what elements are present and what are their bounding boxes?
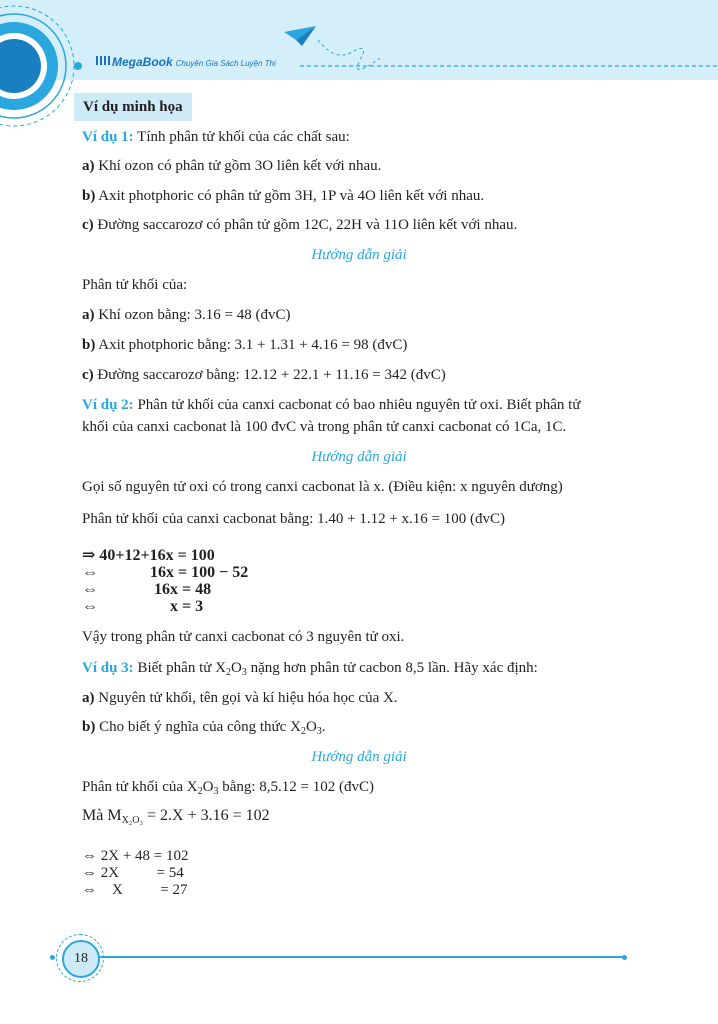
example-2-label: Ví dụ 2: <box>82 397 134 413</box>
equation-line: ⇔ X = 27 <box>82 882 188 898</box>
page-number: 18 <box>62 940 100 978</box>
equation-line: ⇔ 2X = 54 <box>82 865 184 881</box>
example-1-solution-c: c) Đường saccarozơ bằng: 12.12 + 22.1 + 11.16 = 342 (đvC) <box>82 367 446 383</box>
example-1-statement: Ví dụ 1: Tính phân tử khối của các chất sau: <box>82 129 350 145</box>
example-2-solution-2: Phân tử khối của canxi cacbonat bằng: 1.40 + 1.12 + x.16 = 100 (đvC) <box>82 511 506 527</box>
footer-dot-left <box>50 955 55 960</box>
example-1-solution-b: b) Axit photphoric bằng: 3.1 + 1.31 + 4.16 = 98 (đvC) <box>82 337 408 353</box>
example-3-solution-1: Phân tử khối của $X_2O_3$ bằng: 8,5.12 = 102 (đvC) <box>82 779 374 797</box>
example-3-item-a: a) Nguyên tử khối, tên gọi và kí hiệu hóa học của X. <box>82 690 398 706</box>
example-1-solution-intro: Phân tử khối của: <box>82 277 188 293</box>
footer-dot-right <box>622 955 627 960</box>
example-2-conclusion: Vậy trong phân tử canxi cacbonat có 3 nguyên tử oxi. <box>82 629 405 645</box>
example-2-statement-line-2: khối của canxi cacbonat là 100 đvC và trong phân tử canxi cacbonat có 1Ca, 1C. <box>82 419 567 435</box>
example-3-guide-heading: Hướng dẫn giải <box>311 749 407 765</box>
example-2-guide-heading: Hướng dẫn giải <box>311 449 407 465</box>
brand-slogan: Chuyên Gia Sách Luyện Thi <box>175 59 276 68</box>
example-3-label: Ví dụ 3: <box>82 660 134 676</box>
section-title: Ví dụ minh họa <box>74 93 192 121</box>
example-1-label: Ví dụ 1: <box>82 129 134 145</box>
brand-name: MegaBook <box>112 55 173 69</box>
equation-line: ⇔ x = 3 <box>82 598 204 615</box>
equation-line: ⇒ 40+12+16x = 100 <box>82 547 215 564</box>
example-3-statement: Ví dụ 3: Biết phân tử $X_2O_3$ nặng hơn phân tử cacbon 8,5 lần. Hãy xác định: <box>82 660 538 678</box>
equation-line: ⇔ 2X + 48 = 102 <box>82 848 189 864</box>
example-1-item-a: a) Khí ozon có phân tử gồm 3O liên kết với nhau. <box>82 158 382 174</box>
example-1-solution-a: a) Khí ozon bằng: 3.16 = 48 (đvC) <box>82 307 291 323</box>
example-1-guide-heading: Hướng dẫn giải <box>311 247 407 263</box>
equation-line: ⇔ 16x = 100 − 52 <box>82 564 249 581</box>
example-3-solution-2: Mà $M_{X_2O_3} = 2.X + 3.16 = 102$ <box>82 807 270 826</box>
example-2-statement-line-1: Ví dụ 2: Phân tử khối của canxi cacbonat có bao nhiêu nguyên tử oxi. Biết phân tử <box>82 397 581 413</box>
paper-plane-icon <box>282 24 318 48</box>
example-1-item-b: b) Axit photphoric có phân tử gồm 3H, 1P và 4O liên kết với nhau. <box>82 188 485 204</box>
equation-line: ⇔ 16x = 48 <box>82 581 212 598</box>
example-2-solution-1: Gọi số nguyên tử oxi có trong canxi cacbonat là x. (Điều kiện: x nguyên dương) <box>82 479 563 495</box>
brand-bars-icon <box>96 56 110 65</box>
example-1-item-c: c) Đường saccarozơ có phân tử gồm 12C, 22H và 11O liên kết với nhau. <box>82 217 518 233</box>
footer-line <box>96 956 624 958</box>
example-3-item-b: b) Cho biết ý nghĩa của công thức $X_2O_3$. <box>82 719 326 737</box>
brand-logo <box>96 53 276 71</box>
